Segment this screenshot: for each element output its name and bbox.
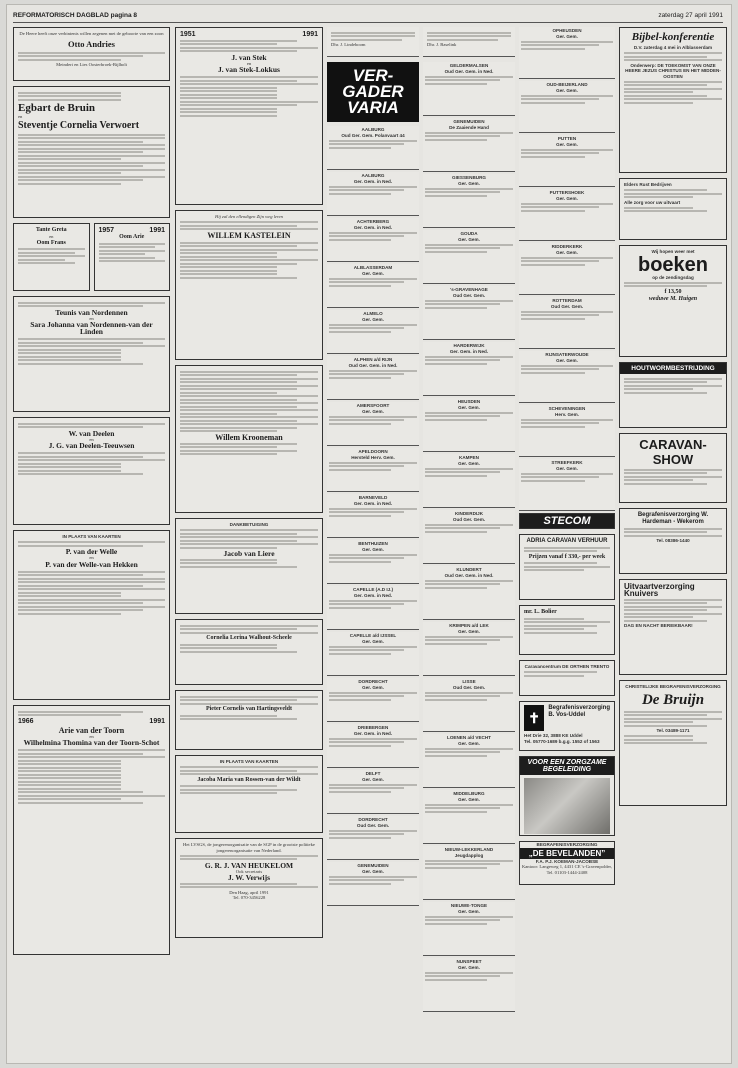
name-1: J. van Stek bbox=[231, 52, 267, 62]
meeting-block bbox=[519, 27, 615, 79]
meeting-church: Ger. Gem. bbox=[362, 546, 384, 552]
name-1: Arie van der Toorn bbox=[58, 725, 125, 735]
bijbel-konferentie-ad bbox=[619, 27, 727, 173]
meeting-church: Ger. Gem. bbox=[556, 465, 578, 471]
ad-name: Pieter Cornelis van Hartingsveldt bbox=[205, 706, 293, 712]
ad-name: Oom Frans bbox=[36, 239, 66, 246]
thanks-walhout bbox=[175, 619, 323, 685]
meeting-church: Oud Ger. Gem. bbox=[356, 822, 390, 828]
ad-en: en bbox=[18, 114, 23, 119]
meeting-block bbox=[519, 135, 615, 187]
stecom-logo: STECOM bbox=[543, 515, 591, 527]
zorgzame-begeleiding-ad bbox=[519, 756, 615, 836]
meeting-place: DRIEBERGEN bbox=[357, 725, 389, 730]
meeting-place: DORDRECHT bbox=[358, 817, 388, 822]
meeting-church: Oud Ger. Gem. Polanvaart 44 bbox=[341, 132, 405, 138]
ad-banner: VOOR EEN ZORGZAME BEGELEIDING bbox=[520, 757, 614, 775]
meeting-block bbox=[327, 356, 419, 400]
meeting-block bbox=[327, 724, 419, 768]
meeting-intro bbox=[423, 27, 515, 57]
ad-parents: Meindert en Lies Oosterbroek-Bijlholt bbox=[56, 62, 127, 68]
ad-title: Tante Greta bbox=[35, 227, 67, 233]
hearse-photo bbox=[524, 778, 610, 834]
funeral-logo-icon: ✝ bbox=[524, 705, 544, 731]
meeting-block bbox=[519, 243, 615, 295]
meeting-block bbox=[327, 172, 419, 216]
groom-name: Egbart de Bruin bbox=[18, 102, 96, 114]
meeting-place: LOENEN a/d VECHT bbox=[447, 735, 491, 740]
anniversary-stek bbox=[175, 27, 323, 205]
meeting-block bbox=[423, 118, 515, 172]
meeting-block bbox=[327, 816, 419, 860]
meeting-place: KRIMPEN a/d LEK bbox=[449, 623, 489, 628]
meeting-church: Ger. Gem. bbox=[362, 408, 384, 414]
ad-address: Kantoor: Langeweg 1, 4431 CE 's-Gravenpolder, Tel. 01103-1444-2408 bbox=[521, 864, 613, 875]
meeting-church: Ger. Gem. bbox=[362, 776, 384, 782]
column-5 bbox=[519, 27, 615, 1057]
meeting-block bbox=[519, 297, 615, 349]
meeting-place: HARDERWIJK bbox=[453, 343, 485, 348]
wedding-announcement bbox=[13, 86, 170, 218]
thanks-hartingsveldt bbox=[175, 690, 323, 750]
bevelanden-ad bbox=[519, 841, 615, 885]
meeting-place: NUNSPEET bbox=[456, 959, 482, 964]
meeting-place: KLUNDERT bbox=[456, 567, 482, 572]
ad-sub: DAG EN NACHT BEREIKBAAR! bbox=[624, 623, 693, 628]
meeting-church: Ger. Gem. bbox=[458, 236, 480, 242]
ad-sub: op de zendingsdag bbox=[652, 274, 694, 280]
meeting-place: AALBURG bbox=[361, 127, 385, 132]
meeting-church: Ger. Gem. bbox=[458, 460, 480, 466]
year-end: 1991 bbox=[149, 717, 165, 725]
meeting-place: RIJNSATERWOUDE bbox=[545, 352, 589, 357]
meeting-place: GOUDA bbox=[460, 231, 478, 236]
meeting-place: APELDOORN bbox=[358, 449, 388, 454]
meeting-place: AALBURG bbox=[361, 173, 385, 178]
anniversary-nordennen bbox=[13, 296, 170, 412]
meeting-block bbox=[327, 218, 419, 262]
ad-en: en bbox=[89, 315, 94, 321]
meeting-church: Ger. Gem. bbox=[362, 316, 384, 322]
ad-intro: Het LVSGS, de jongerenorganisatie van de SGP in de grootste politieke jongerenorganisatie van Nederland. bbox=[183, 842, 315, 853]
meeting-place: ROTTERDAM bbox=[552, 298, 582, 303]
meeting-block bbox=[519, 405, 615, 457]
meeting-place: HEUSDEN bbox=[457, 399, 481, 404]
ad-title: Elders Rust Bedrijven bbox=[624, 182, 672, 187]
meeting-place: SCHEVENINGEN bbox=[548, 406, 586, 411]
anniversary-welle bbox=[13, 530, 170, 700]
meeting-block bbox=[327, 310, 419, 354]
meeting-church: Ger. Gem. in Ned. bbox=[353, 592, 393, 598]
meeting-church: Ger. Gem. bbox=[556, 33, 578, 39]
paper-title: REFORMATORISCH DAGBLAD pagina 8 bbox=[13, 12, 137, 19]
meeting-church: Ger. Gem. in Ned. bbox=[353, 500, 393, 506]
ad-name: weduwe M. Huigen bbox=[648, 295, 698, 302]
meeting-church: Ger. Gem. bbox=[458, 796, 480, 802]
meeting-church: Ger. Gem. in Ned. bbox=[449, 348, 489, 354]
ad-header: IN PLAATS VAN KAARTEN bbox=[62, 534, 121, 539]
ad-name: WILLEM KASTELEIN bbox=[207, 230, 291, 240]
anniversary-ad-left bbox=[13, 223, 90, 291]
ad-name: mr. L. Bolier bbox=[524, 609, 557, 615]
name-2: J. W. Verwijs bbox=[227, 873, 271, 883]
thanks-rossen bbox=[175, 755, 323, 833]
meeting-place: PUTTEN bbox=[557, 136, 577, 141]
ad-role: Ook secretaris bbox=[235, 868, 263, 874]
meeting-place: 's-GRAVENHAGE bbox=[450, 287, 488, 292]
meeting-block bbox=[327, 862, 419, 906]
meeting-church: Herv. Gem. bbox=[555, 411, 579, 417]
year-end: 1991 bbox=[302, 31, 318, 38]
meeting-place: OUD-BEIJERLAND bbox=[546, 82, 588, 87]
newspaper-page bbox=[6, 4, 732, 1064]
meeting-church: Ger. Gem. bbox=[458, 908, 480, 914]
stecom-ad bbox=[519, 513, 615, 529]
ad-top: Wij hopen weer met bbox=[651, 249, 695, 254]
ad-en: en bbox=[89, 436, 94, 442]
signer: Dhr. J. Lindeboom bbox=[331, 42, 366, 47]
meeting-church: Ger. Gem. in Ned. bbox=[353, 178, 393, 184]
meeting-block bbox=[327, 494, 419, 538]
meeting-church: Ger. Gem. bbox=[556, 357, 578, 363]
meeting-place: MIDDELBURG bbox=[453, 791, 485, 796]
meeting-place: BARNEVELD bbox=[358, 495, 388, 500]
name-2: J. van Stek-Lokkus bbox=[218, 65, 280, 75]
ad-small: BEGRAFENISVERZORGING bbox=[536, 842, 598, 847]
death-krooneman bbox=[175, 365, 323, 513]
meeting-place: ACHTERBERG bbox=[356, 219, 390, 224]
meeting-place: NIEUWE-TONGE bbox=[450, 903, 488, 908]
ad-headline: boeken bbox=[637, 253, 709, 276]
ad-date: D.V. zaterdag 4 mei in Alblasserdam bbox=[633, 45, 713, 50]
meeting-church: Ger. Gem. bbox=[362, 868, 384, 874]
ad-en: en bbox=[89, 733, 94, 739]
meeting-place: GELDERMALSEN bbox=[449, 63, 489, 68]
meeting-place: LISSE bbox=[462, 679, 476, 684]
ad-phone: Tel. 05770-1689 b.g.g. 1552 of 1563 bbox=[524, 738, 600, 744]
meeting-block bbox=[423, 62, 515, 116]
meeting-church: Oud Ger. Gem. bbox=[550, 303, 584, 309]
ad-intro: De Heere heeft onze verbintenis willen zegenen met de geboorte van een zoon bbox=[19, 31, 164, 36]
meeting-block bbox=[327, 126, 419, 170]
ad-title: Begrafenisverzorging B. Vos-Uddel bbox=[548, 705, 610, 718]
meeting-block bbox=[519, 189, 615, 241]
meeting-block bbox=[423, 286, 515, 340]
masthead bbox=[13, 10, 723, 23]
meeting-church: Oud Ger. Gem. bbox=[452, 684, 486, 690]
meeting-church: Oud Ger. Gem. in Ned. bbox=[444, 572, 494, 578]
ad-en: en bbox=[89, 555, 94, 561]
ad-line: Alle zorg voor uw uitvaart bbox=[624, 199, 681, 205]
name-2: P. van der Welle-van Hekken bbox=[45, 559, 138, 569]
meeting-place: ALBLASSERDAM bbox=[353, 265, 393, 270]
meeting-block bbox=[327, 264, 419, 308]
ad-title: CARAVAN-SHOW bbox=[639, 437, 707, 467]
meeting-church: Ger. Gem. bbox=[458, 628, 480, 634]
column-3 bbox=[327, 27, 419, 1057]
meeting-church: Ger. Gem. bbox=[556, 195, 578, 201]
meeting-block bbox=[423, 566, 515, 620]
ad-title: ADRIA CARAVAN VERHUUR bbox=[526, 538, 608, 544]
ad-phone: Tel. 03489-1171 bbox=[656, 728, 690, 734]
meeting-place: DORDRECHT bbox=[358, 679, 388, 684]
ad-address: Den Haag, april 1991 bbox=[229, 889, 269, 895]
meeting-block bbox=[423, 846, 515, 900]
bolier-ad bbox=[519, 605, 615, 655]
ad-title: Caravancentrum DE ORTHEN TRENTO bbox=[524, 664, 610, 669]
name-1: Teunis van Nordennen bbox=[55, 307, 128, 317]
meeting-block bbox=[423, 678, 515, 732]
meeting-block bbox=[423, 398, 515, 452]
ad-title: „DE BEVELANDEN” bbox=[520, 848, 614, 859]
meeting-block bbox=[423, 622, 515, 676]
begrafenis-vos-ad bbox=[519, 701, 615, 751]
meeting-place: ALPHEN a/d RIJN bbox=[353, 357, 393, 362]
name-1: G. R. J. VAN HEUKELOM bbox=[204, 860, 294, 870]
name-2: Sara Johanna van Nordennen-van der Linden bbox=[30, 320, 153, 337]
meeting-church: Ger. Gem. in Ned. bbox=[353, 224, 393, 230]
meeting-block bbox=[423, 734, 515, 788]
meeting-place: GIESSENBURG bbox=[452, 175, 486, 180]
meeting-church: Oud Ger. Gem. in Ned. bbox=[348, 362, 398, 368]
anniversary-deelen bbox=[13, 417, 170, 525]
houtworm-ad bbox=[619, 362, 727, 428]
ad-title: Oom Arie bbox=[119, 234, 145, 240]
meeting-church: Ger. Gem. bbox=[362, 270, 384, 276]
meeting-church: Ger. Gem. bbox=[556, 87, 578, 93]
ad-price: f 13,50 bbox=[664, 288, 682, 295]
ad-name: Willem Krooneman bbox=[215, 433, 283, 442]
ad-title: Uitvaartverzorging Knuivers bbox=[624, 582, 695, 598]
meeting-list bbox=[423, 62, 515, 1012]
elders-rust-ad bbox=[619, 178, 727, 240]
ad-line: F.A. P.J. KOEMAN-JACOBSE bbox=[535, 858, 599, 864]
ad-phone: Tel. 08386-1440 bbox=[656, 538, 690, 543]
caravancentrum-ad bbox=[519, 660, 615, 696]
meeting-place: ALMELO bbox=[363, 311, 383, 316]
de-bruijn-ad bbox=[619, 680, 727, 806]
meeting-place: CAPELLE (A.D IJ.) bbox=[352, 587, 394, 592]
meeting-place: DELFT bbox=[365, 771, 381, 776]
meeting-place: STREEFKERK bbox=[551, 460, 583, 465]
year-start: 1951 bbox=[180, 31, 196, 38]
meeting-list bbox=[519, 27, 615, 511]
anniversary-ad-right bbox=[94, 223, 171, 291]
name-2: J. G. van Deelen-Teeuwsen bbox=[48, 441, 135, 451]
birth-kastelein bbox=[175, 210, 323, 360]
meeting-block bbox=[423, 454, 515, 508]
meeting-church: Ger. Gem. bbox=[556, 141, 578, 147]
meeting-block bbox=[519, 81, 615, 133]
meeting-block bbox=[423, 230, 515, 284]
ad-sub: en bbox=[49, 234, 54, 239]
meeting-place: GENEMUIDEN bbox=[357, 863, 389, 868]
anniversary-toorn bbox=[13, 705, 170, 955]
meeting-church: Ger. Gem. bbox=[458, 740, 480, 746]
ad-name: Jacob van Liere bbox=[223, 549, 275, 559]
meeting-block bbox=[519, 459, 615, 511]
ad-price: Prijzen vanaf f 330,- per week bbox=[528, 553, 606, 560]
hardeman-ad bbox=[619, 508, 727, 574]
meeting-list bbox=[327, 126, 419, 906]
meeting-block bbox=[423, 902, 515, 956]
meeting-block bbox=[423, 174, 515, 228]
meeting-church: De Zaaiende Hand bbox=[449, 124, 489, 130]
ad-title: Begrafenisverzorging W. Hardeman - Wekerom bbox=[637, 512, 709, 525]
meeting-place: OPHEUSDEN bbox=[552, 28, 582, 33]
meeting-block bbox=[327, 448, 419, 492]
knuivers-ad bbox=[619, 579, 727, 675]
ad-title: HOUTWORMBESTRIJDING bbox=[620, 363, 726, 374]
ad-small: CHRISTELIJKE BEGRAFENISVERZORGING bbox=[625, 684, 721, 689]
caravan-show-ad bbox=[619, 433, 727, 503]
ad-quote: Hij zal den ellendigen Zijn weg leren bbox=[215, 214, 283, 219]
meeting-block bbox=[327, 402, 419, 446]
boeken-zendingsdag-ad bbox=[619, 245, 727, 357]
meeting-church: Ger. Gem. in Ned. bbox=[353, 730, 393, 736]
thanks-liere bbox=[175, 518, 323, 614]
ad-name: Jacoba Maria van Rossen-van der Wildt bbox=[197, 776, 301, 783]
birth-announcement bbox=[13, 27, 170, 81]
meeting-block bbox=[327, 586, 419, 630]
meeting-block bbox=[423, 342, 515, 396]
column-6 bbox=[619, 27, 727, 1057]
ad-name: Otto Andries bbox=[68, 38, 115, 49]
meeting-church: Ger. Gem. bbox=[362, 684, 384, 690]
meeting-church: Ger. Gem. bbox=[458, 180, 480, 186]
meeting-intro bbox=[327, 27, 419, 57]
ad-name: Cornelia Lerina Walhout-Scheele bbox=[206, 635, 292, 641]
year-start: 1966 bbox=[18, 717, 34, 725]
ad-subject: Onderwerp: DE TOEKOMST VAN ONZE HEERE JEZUS CHRISTUS EN HET MIDDEN-OOSTEN bbox=[625, 62, 721, 79]
meeting-place: KAMPEN bbox=[459, 455, 479, 460]
meeting-church: Ger. Gem. bbox=[458, 964, 480, 970]
meeting-block bbox=[423, 958, 515, 1012]
meeting-block bbox=[327, 540, 419, 584]
meeting-place: NIEUW-LEKKERLAND bbox=[444, 847, 494, 852]
signer: Dhr. J. Baselink bbox=[427, 42, 457, 47]
ad-header: DANKBETUIGING bbox=[229, 522, 269, 527]
meeting-church: Jeugdapplog bbox=[454, 852, 484, 858]
column-2 bbox=[175, 27, 323, 1057]
meeting-block bbox=[423, 790, 515, 844]
meeting-block bbox=[519, 351, 615, 403]
meeting-block bbox=[423, 510, 515, 564]
ad-title: De Bruijn bbox=[641, 691, 705, 708]
column-1 bbox=[13, 27, 170, 1057]
meeting-place: AMERSFOORT bbox=[356, 403, 390, 408]
meeting-place: BENTHUIZEN bbox=[358, 541, 388, 546]
meeting-block bbox=[327, 632, 419, 676]
meeting-place: GENEMUIDEN bbox=[453, 119, 485, 124]
ad-header: IN PLAATS VAN KAARTEN bbox=[219, 759, 279, 764]
meeting-church: Ger. Gem. bbox=[362, 638, 384, 644]
meeting-church: Oud Ger. Gem. bbox=[452, 292, 486, 298]
vergader-varia-logo: VER-GADER VARIA bbox=[327, 62, 419, 122]
meeting-church: Oud Ger. Gem. bbox=[452, 516, 486, 522]
name-1: P. van der Welle bbox=[65, 547, 118, 557]
ad-title: Bijbel-konferentie bbox=[631, 31, 715, 43]
meeting-block bbox=[327, 678, 419, 722]
ad-address: Het Drie 32, 3888 KE Uddel bbox=[524, 733, 583, 738]
meeting-place: RIDDERKERK bbox=[551, 244, 583, 249]
name-2: Wilhelmina Thomina van der Toorn-Schot bbox=[23, 738, 160, 748]
page-date: zaterdag 27 april 1991 bbox=[658, 12, 723, 19]
bride-name: Steventje Cornelia Verwoert bbox=[18, 119, 140, 131]
meeting-place: KINDERDIJK bbox=[454, 511, 484, 516]
meeting-block bbox=[327, 770, 419, 814]
meeting-church: Ger. Gem. bbox=[556, 249, 578, 255]
meeting-place: PUTTERSHOEK bbox=[549, 190, 585, 195]
ad-phone: Tel. 070-3456228 bbox=[232, 895, 266, 901]
ad-en: en bbox=[246, 60, 252, 66]
meeting-church: Ger. Gem. bbox=[458, 404, 480, 410]
year-start: 1957 bbox=[98, 227, 115, 234]
adria-caravan-ad bbox=[519, 534, 615, 600]
name-1: W. van Deelen bbox=[68, 428, 115, 438]
meeting-place: CAPELLE a/d IJSSEL bbox=[349, 633, 397, 638]
column-4 bbox=[423, 27, 515, 1057]
meeting-church: Oud Ger. Gem. in Ned. bbox=[444, 68, 494, 74]
meeting-church: Hersteld Herv. Gem. bbox=[351, 454, 395, 460]
year-end: 1991 bbox=[149, 227, 165, 234]
lvsgs-ad bbox=[175, 838, 323, 938]
